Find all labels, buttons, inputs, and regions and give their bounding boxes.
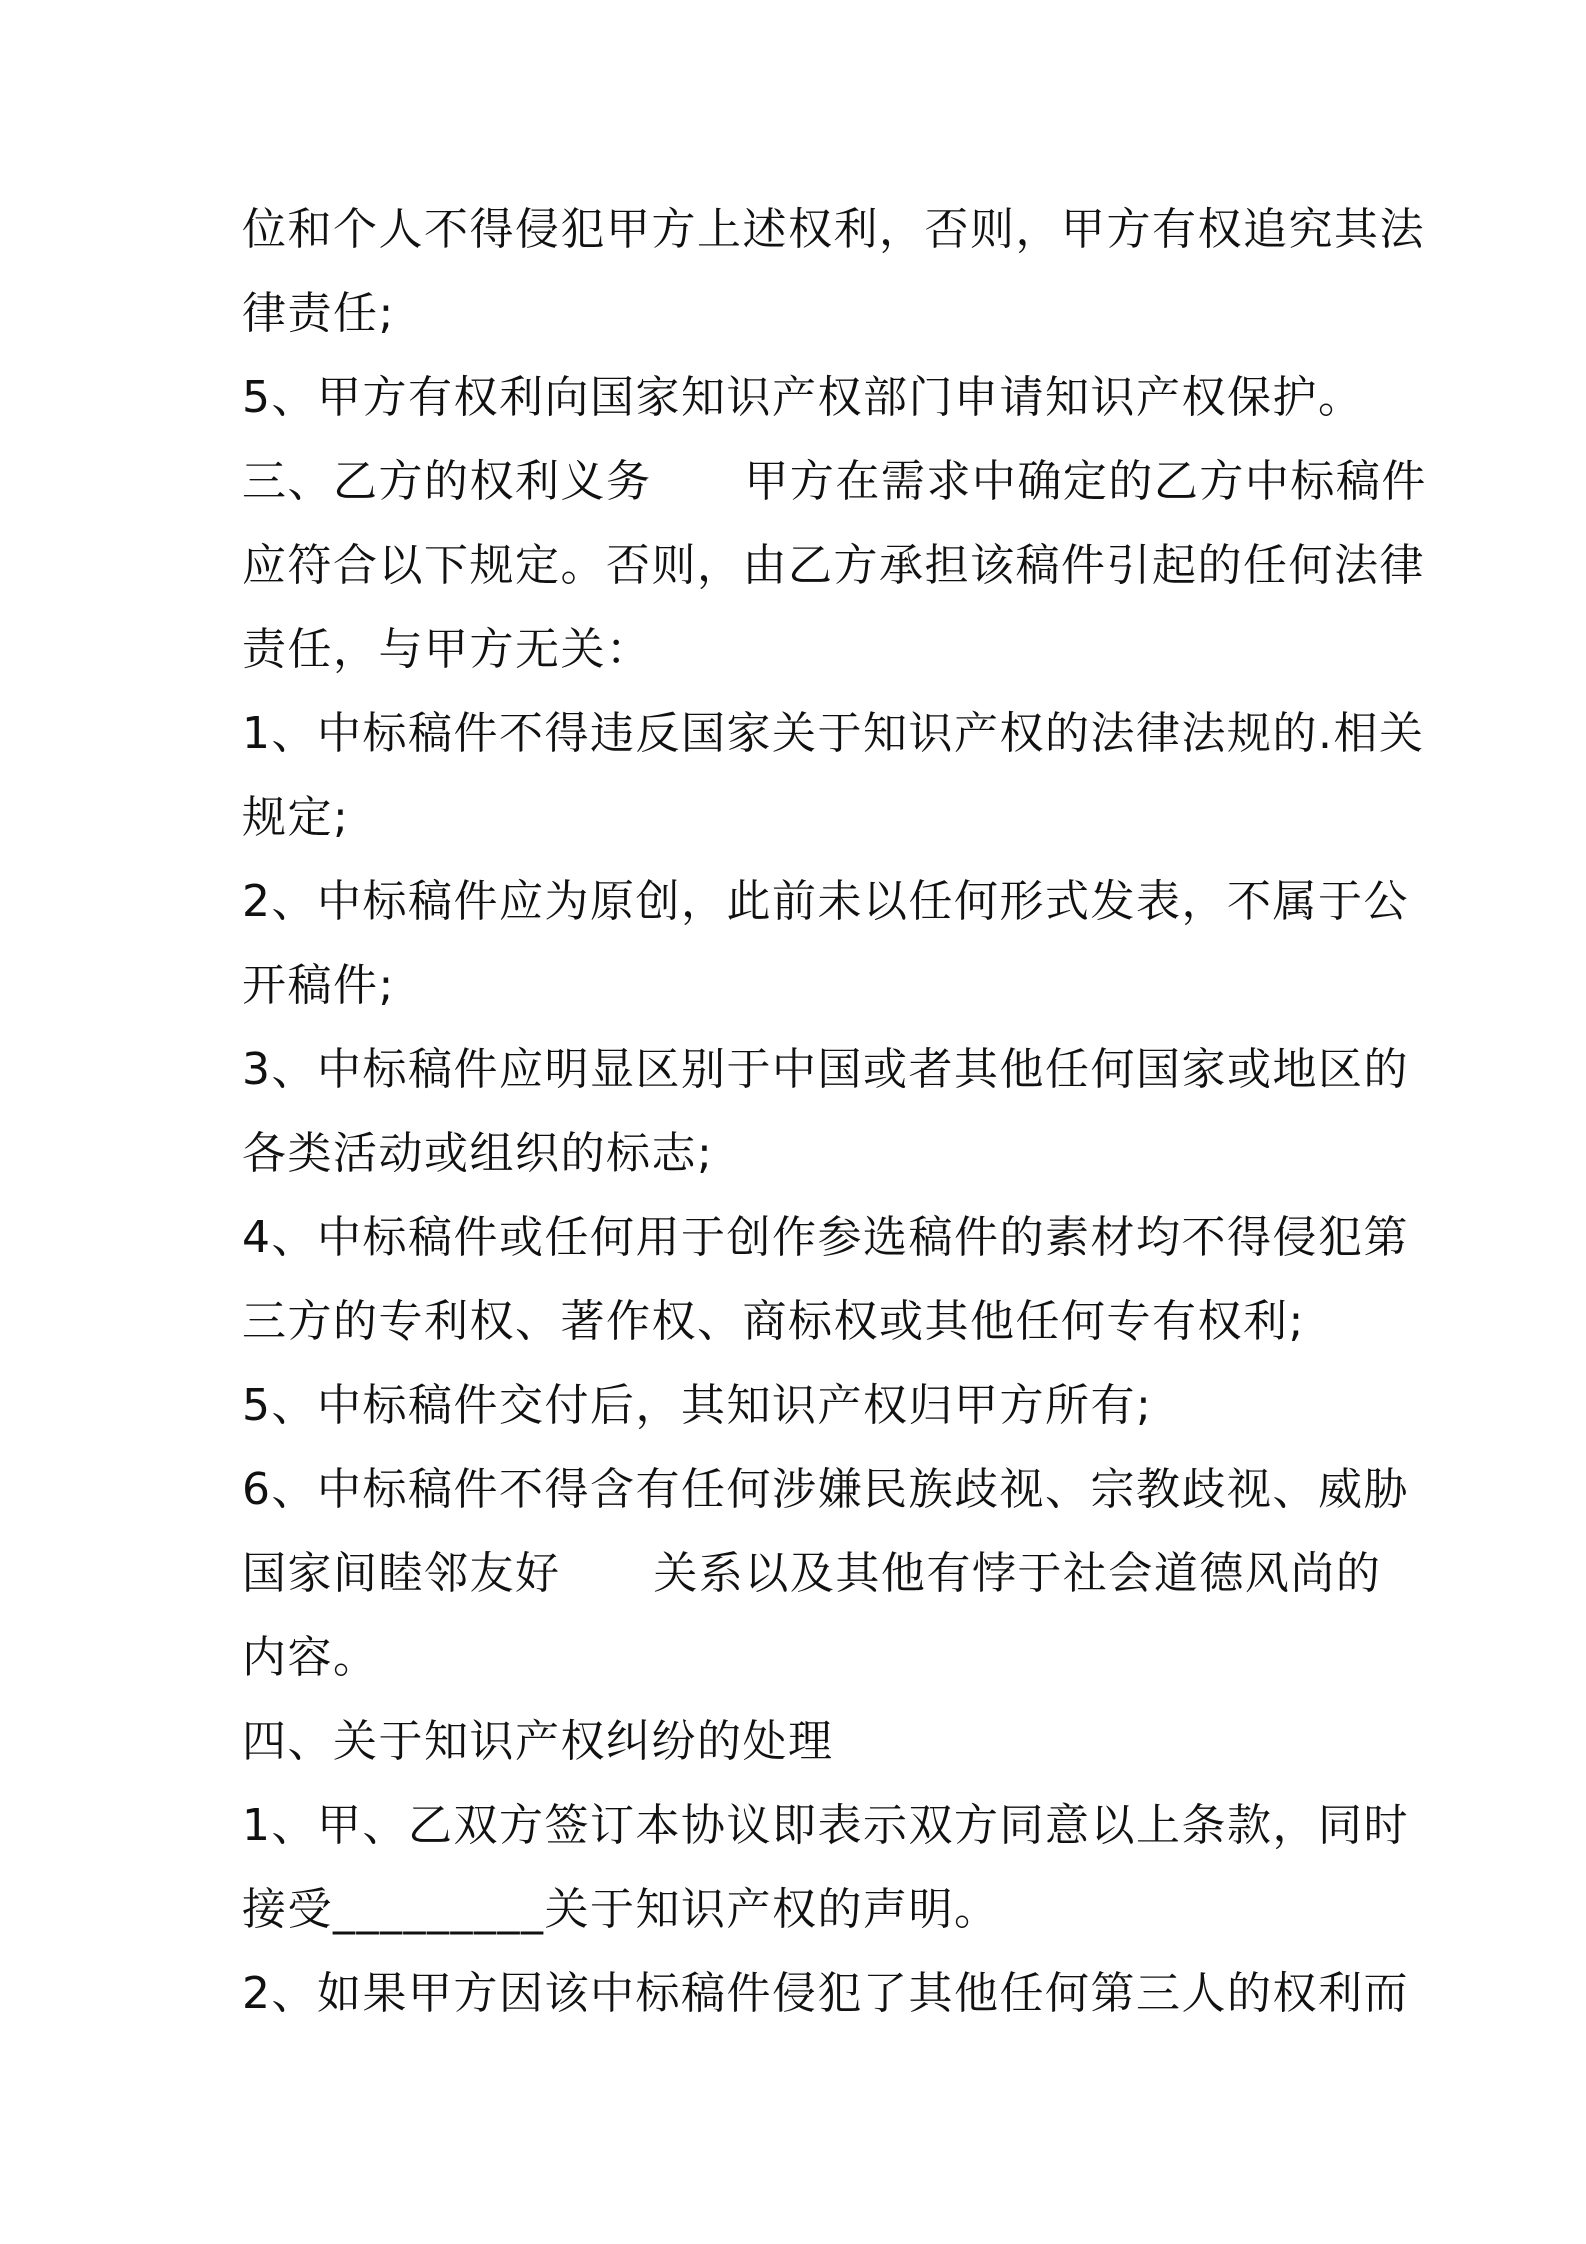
text-line: 5、甲方有权利向国家知识产权部门申请知识产权保护。 bbox=[242, 372, 1364, 423]
text-line: 责任，与甲方无关： bbox=[242, 624, 652, 675]
text-line: 国家间睦邻友好 关系以及其他有悖于社会道德风尚的 bbox=[242, 1548, 1382, 1599]
text-line: 2、如果甲方因该中标稿件侵犯了其他任何第三人的权利而 bbox=[242, 1968, 1409, 2019]
section-heading-line: 四、关于知识产权纠纷的处理 bbox=[242, 1716, 834, 1767]
section-heading-line: 三、乙方的权利义务 甲方在需求中确定的乙方中标稿件 bbox=[242, 456, 1427, 507]
text-line: 开稿件; bbox=[242, 960, 395, 1011]
text-line: 规定; bbox=[242, 792, 350, 843]
text-line: 位和个人不得侵犯甲方上述权利，否则，甲方有权追究其法 bbox=[242, 204, 1425, 255]
text-line: 律责任; bbox=[242, 288, 395, 339]
text-line: 应符合以下规定。否则，由乙方承担该稿件引起的任何法律 bbox=[242, 540, 1425, 591]
text-line: 5、中标稿件交付后，其知识产权归甲方所有; bbox=[242, 1380, 1153, 1431]
text-line: 三方的专利权、著作权、商标权或其他任何专有权利; bbox=[242, 1296, 1305, 1347]
text-line: 6、中标稿件不得含有任何涉嫌民族歧视、宗教歧视、威胁 bbox=[242, 1464, 1409, 1515]
text-line: 内容。 bbox=[242, 1632, 379, 1683]
text-line: 3、中标稿件应明显区别于中国或者其他任何国家或地区的 bbox=[242, 1044, 1409, 1095]
text-line: 接受_________关于知识产权的声明。 bbox=[242, 1884, 1000, 1935]
text-line: 各类活动或组织的标志; bbox=[242, 1128, 714, 1179]
text-line: 1、甲、乙双方签订本协议即表示双方同意以上条款，同时 bbox=[242, 1800, 1409, 1851]
text-line: 2、中标稿件应为原创，此前未以任何形式发表，不属于公 bbox=[242, 876, 1409, 927]
text-line: 1、中标稿件不得违反国家关于知识产权的法律法规的.相关 bbox=[242, 708, 1425, 759]
text-line: 4、中标稿件或任何用于创作参选稿件的素材均不得侵犯第 bbox=[242, 1212, 1409, 1263]
